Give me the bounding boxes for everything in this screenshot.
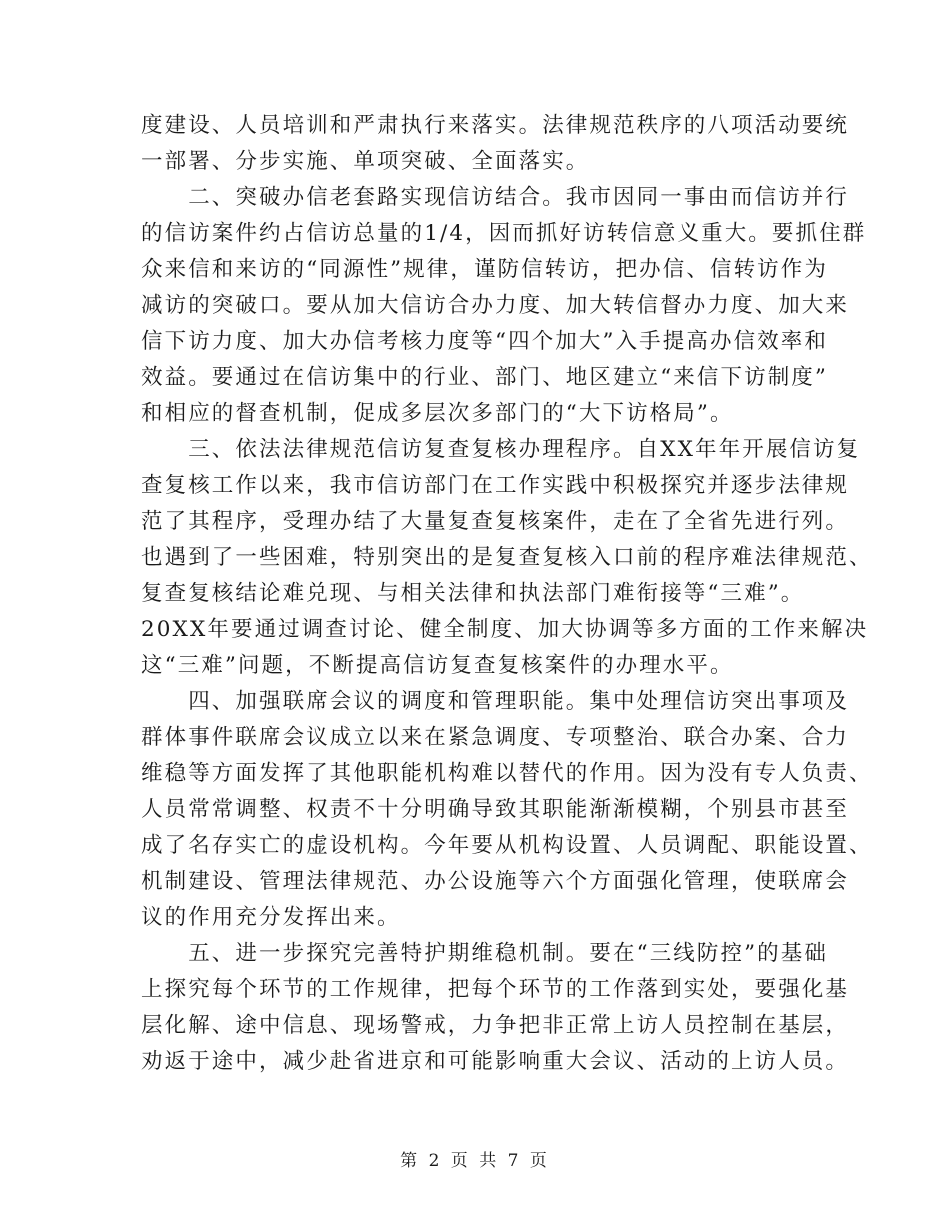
text-line: 这“三难”问题，不断提高信访复查复核案件的办理水平。 [141,653,734,678]
text-line: 议的作用充分发挥出来。 [141,905,401,930]
text-line: 效益。要通过在信访集中的行业、部门、地区建立“来信下访制度” [141,365,828,390]
text-line: 机制建设、管理法律规范、办公设施等六个方面强化管理，使联席会 [141,869,850,894]
text-line: 信下访力度、加大办信考核力度等“四个加大”入手提高办信效率和 [141,329,828,354]
text-line: 和相应的督查机制，促成多层次多部门的“大下访格局”。 [141,401,734,426]
text-line: 也遇到了一些困难，特别突出的是复查复核入口前的程序难法律规范、 [141,545,873,570]
text-line: 四、加强联席会议的调度和管理职能。集中处理信访突出事项及 [141,689,850,714]
text-line: 上探究每个环节的工作规律，把每个环节的工作落到实处，要强化基 [141,977,850,1002]
text-line: 维稳等方面发挥了其他职能机构难以替代的作用。因为没有专人负责、 [141,761,873,786]
text-line: 劝返于途中，减少赴省进京和可能影响重大会议、活动的上访人员。 [141,1049,850,1074]
page-number-footer: 第 2 页 共 7 页 [400,1151,550,1171]
text-line: 复查复核结论难兑现、与相关法律和执法部门难衔接等“三难”。 [141,581,805,606]
text-line: 度建设、人员培训和严肃执行来落实。法律规范秩序的八项活动要统 [141,113,850,138]
text-line: 一部署、分步实施、单项突破、全面落实。 [141,149,590,174]
text-line: 的信访案件约占信访总量的1/4，因而抓好访转信意义重大。要抓住群 [141,221,867,246]
text-line: 二、突破办信老套路实现信访结合。我市因同一事由而信访并行 [141,185,850,210]
text-line: 五、进一步探究完善特护期维稳机制。要在“三线防控”的基础 [141,941,828,966]
text-line: 众来信和来访的“同源性”规律，谨防信转访，把办信、信转访作为 [141,257,828,282]
text-line: 减访的突破口。要从加大信访合办力度、加大转信督办力度、加大来 [141,293,850,318]
text-line: 层化解、途中信息、现场警戒，力争把非正常上访人员控制在基层， [141,1013,850,1038]
text-line: 成了名存实亡的虚设机构。今年要从机构设置、人员调配、职能设置、 [141,833,873,858]
text-line: 查复核工作以来，我市信访部门在工作实践中积极探究并逐步法律规 [141,473,850,498]
text-line: 人员常常调整、权责不十分明确导致其职能渐渐模糊，个别县市甚至 [141,797,850,822]
text-line: 群体事件联席会议成立以来在紧急调度、专项整治、联合办案、合力 [141,725,850,750]
text-line: 范了其程序，受理办结了大量复查复核案件，走在了全省先进行列。 [141,509,850,534]
text-line: 三、依法法律规范信访复查复核办理程序。自XX年年开展信访复 [141,437,861,462]
text-line: 20XX年要通过调查讨论、健全制度、加大协调等多方面的工作来解决 [141,617,869,642]
